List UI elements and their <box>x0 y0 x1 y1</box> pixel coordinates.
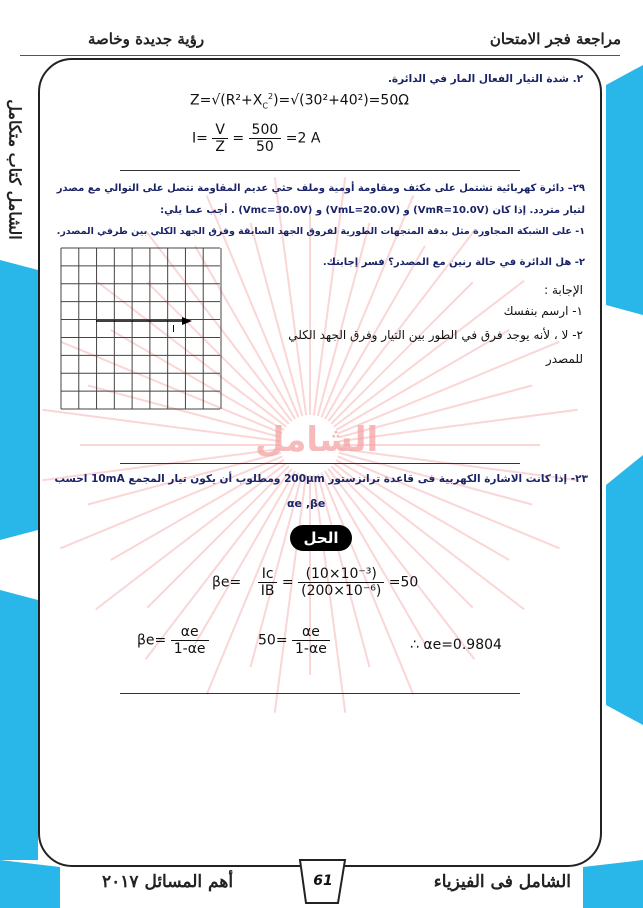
frac-num: αe <box>292 624 330 641</box>
current-result: =2 A <box>285 130 321 147</box>
header-right-title: مراجعة فجر الامتحان <box>489 30 621 48</box>
fraction-alpha <box>292 624 330 657</box>
q29-line1: ٢٩– دائرة كهربائية تشتمل على مكثف ومقاومة أومية وملف حثي عديم المقاومة تتصل على التوالي مع مصدر <box>56 183 585 194</box>
left-decor <box>0 260 40 860</box>
frac-den: 50 <box>256 139 274 155</box>
i-lhs: I= <box>192 130 208 147</box>
answer-2b: للمصدر <box>545 352 583 366</box>
answer-label: الإجابة : <box>544 283 583 297</box>
sunburst-ray <box>331 282 472 423</box>
side-label: الشامل كتاب متكامل <box>5 99 25 240</box>
alpha-formula-1 <box>137 624 209 657</box>
q2-title: ٢. شدة التيار الفعال المار في الدائرة. <box>387 73 583 85</box>
q29-line2: لتيار متردد. إذا كان (VmR=10.0V) و (VmL=20.0V) و (Vmc=30.0V) . أجب عما يلي: <box>160 205 585 216</box>
frac-den: 1-αe <box>295 641 327 657</box>
page-number: 61 <box>313 873 333 889</box>
footer-section-title: أهم المسائل ٢٠١٧ <box>102 872 234 892</box>
current-equation <box>192 122 320 155</box>
fraction-alpha <box>171 624 209 657</box>
q29-part2: ٢- هل الدائرة في حالة رنين مع المصدر؟ فسر إجابتك. <box>322 257 585 268</box>
vector-arrowhead <box>182 317 192 325</box>
equals-sign: = <box>232 130 245 147</box>
fraction-v-z <box>212 122 228 155</box>
beta-lhs: βe= <box>212 574 242 591</box>
frac-num: 500 <box>249 122 282 139</box>
fraction-values <box>298 566 384 599</box>
right-decor <box>596 55 643 855</box>
sunburst-ray <box>42 410 280 441</box>
fraction-500-50 <box>249 122 282 155</box>
z-rest: )=√(30²+40²)=50Ω <box>273 92 409 109</box>
frac-num: (10×10⁻³) <box>298 566 384 583</box>
beta-result: =50 <box>388 574 419 591</box>
answer-2: ٢- لا ، لأنه يوجد فرق في الطور بين التيار وفرق الجهد الكلي <box>288 328 583 342</box>
z-sub: C <box>262 101 268 111</box>
watermark-text: الشامل <box>255 420 379 460</box>
answer-1: ١- ارسم بنفسك <box>503 304 583 318</box>
fraction-ic-ib <box>258 566 278 599</box>
equals-sign: = <box>281 574 294 591</box>
vector-label: I <box>172 324 175 335</box>
frac-num: V <box>212 122 228 139</box>
f1-lhs: βe= <box>137 632 167 649</box>
frac-den: IB <box>260 583 275 599</box>
z-eq-part: Z=√(R²+X <box>190 92 263 109</box>
footer-book-title: الشامل فى الفيزياء <box>433 872 571 892</box>
beta-equation <box>212 566 418 599</box>
frac-num: Ic <box>258 566 278 583</box>
divider <box>120 693 520 694</box>
header-divider <box>20 55 620 56</box>
frac-den: Z <box>215 139 225 155</box>
q23-line2: αe ,βe <box>287 497 326 510</box>
alpha-result: ∴ αe=0.9804 <box>410 637 502 653</box>
solution-badge: الحل <box>290 525 352 551</box>
z-sup: 2 <box>267 92 274 101</box>
q23-line1: ٢٣- إذا كانت الاشارة الكهربية فى قاعدة ترانزستور 200μm ومطلوب أن يكون تيار المجمع 10mA احسب <box>54 473 588 485</box>
f2-lhs: 50= <box>258 632 288 649</box>
impedance-equation <box>190 92 409 110</box>
frac-den: 1-αe <box>173 641 206 657</box>
divider <box>120 170 520 171</box>
frac-den: (200×10⁻⁶) <box>301 583 382 599</box>
divider <box>120 463 520 464</box>
phasor-grid <box>60 247 222 411</box>
q29-part1: ١- على الشبكة المجاورة مثل بدقة المتجهات الطورية لفروق الجهد السابقة وفرق الجهد الكلي بين طرفي المصدر. <box>56 226 585 237</box>
header-left-title: رؤية جديدة وخاصة <box>88 30 205 48</box>
frac-num: αe <box>171 624 209 641</box>
alpha-formula-2 <box>258 624 330 657</box>
